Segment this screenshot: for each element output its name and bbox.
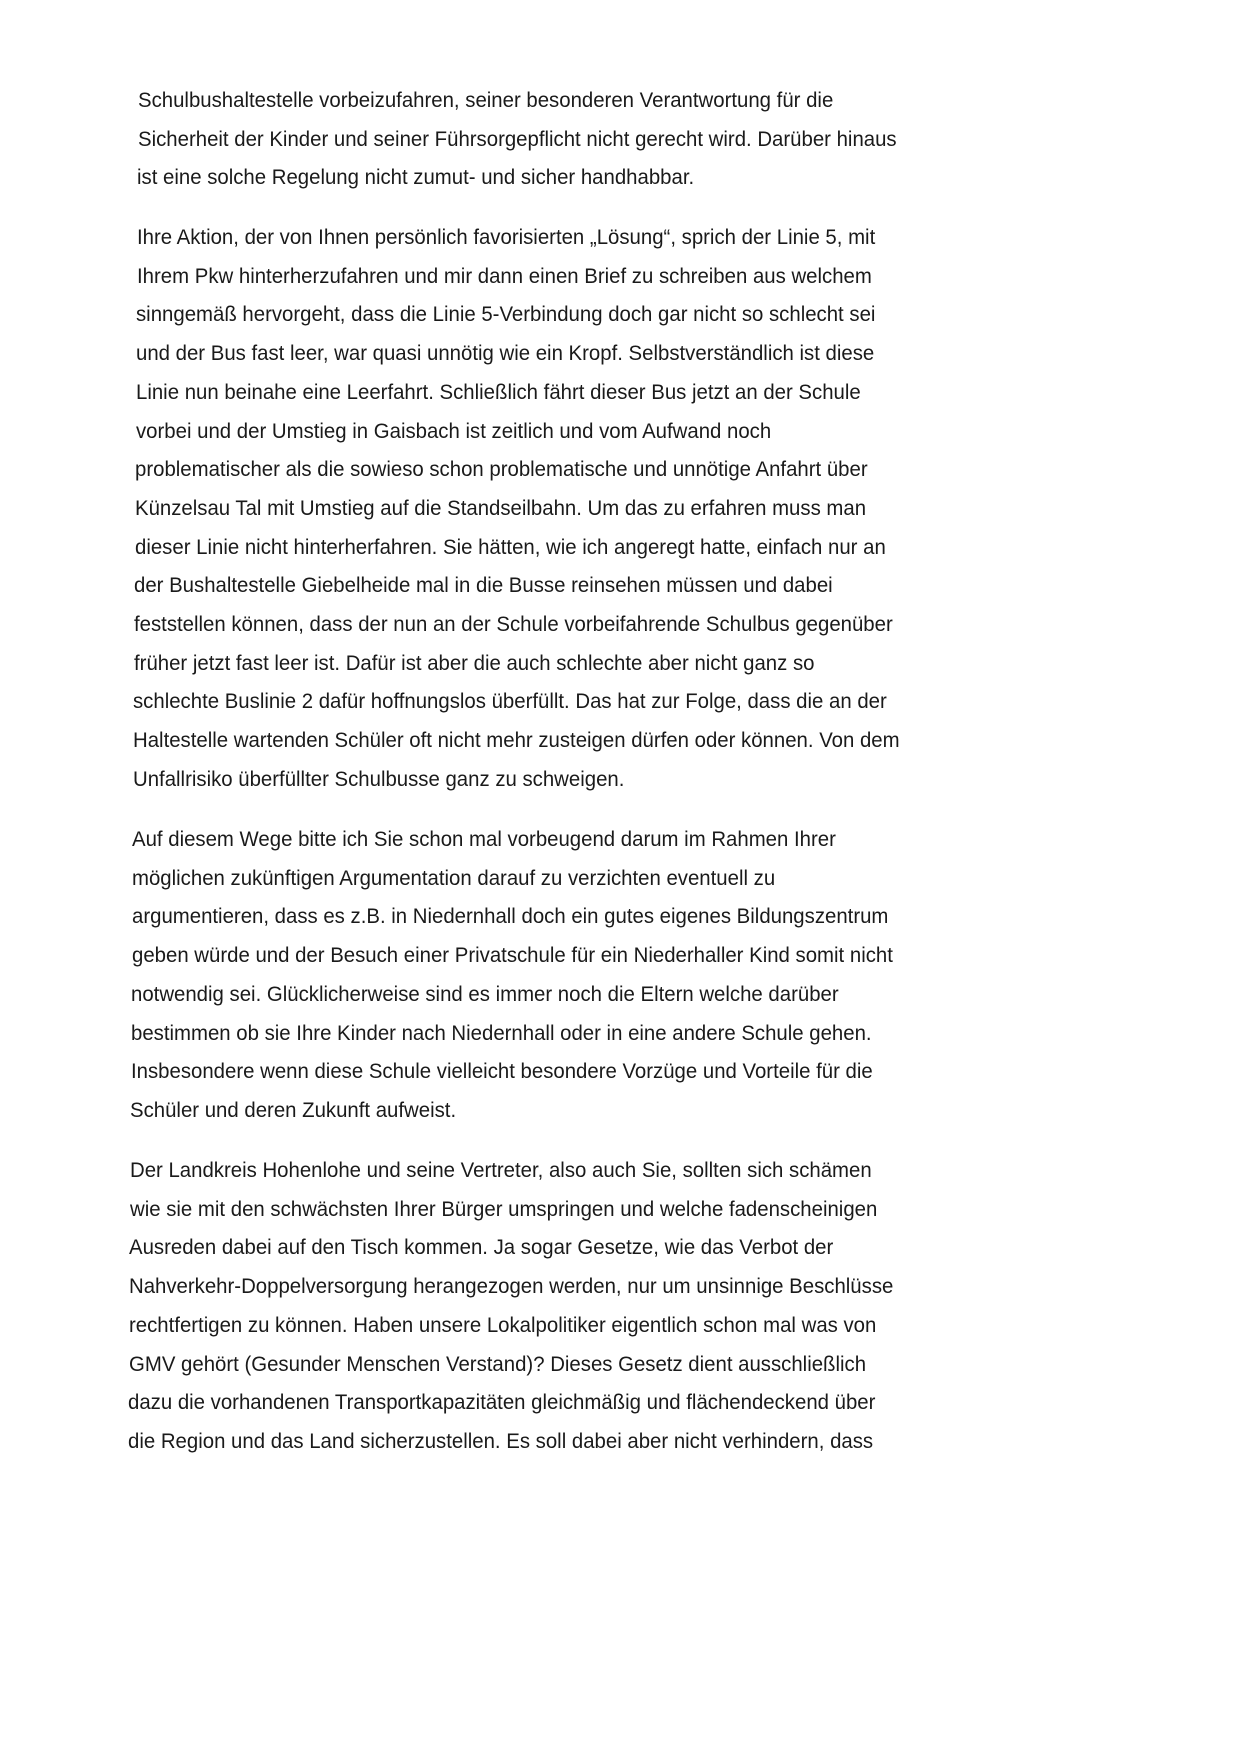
text-line: geben würde und der Besuch einer Privatschule für ein Niederhaller Kind somit nicht bbox=[131, 944, 893, 968]
text-line: die Region und das Land sicherzustellen. Es soll dabei aber nicht verhindern, dass bbox=[127, 1429, 874, 1453]
text-line: Schüler und deren Zukunft aufweist. bbox=[130, 1098, 457, 1122]
text-line: ist eine solche Regelung nicht zumut- und sicher handhabbar. bbox=[137, 166, 695, 190]
text-line: dieser Linie nicht hinterherfahren. Sie hätten, wie ich angeregt hatte, einfach nur an bbox=[134, 535, 886, 559]
text-line: vorbei und der Umstieg in Gaisbach ist zeitlich und vom Aufwand noch bbox=[135, 419, 771, 443]
text-line: Künzelsau Tal mit Umstieg auf die Standseilbahn. Um das zu erfahren muss man bbox=[134, 496, 866, 520]
text-line: früher jetzt fast leer ist. Dafür ist aber die auch schlechte aber nicht ganz so bbox=[133, 651, 815, 675]
text-line: möglichen zukünftigen Argumentation darauf zu verzichten eventuell zu bbox=[132, 866, 776, 890]
text-line: argumentieren, dass es z.B. in Niedernhall doch ein gutes eigenes Bildungszentrum bbox=[131, 905, 889, 929]
text-line: Ihre Aktion, der von Ihnen persönlich favorisierten „Lösung“, sprich der Linie 5, mit bbox=[136, 226, 876, 249]
text-line: und der Bus fast leer, war quasi unnötig wie ein Kropf. Selbstverständlich ist diese bbox=[136, 342, 875, 366]
text-line: GMV gehört (Gesunder Menschen Verstand)? Dieses Gesetz dient ausschließlich bbox=[128, 1352, 866, 1376]
text-line: Unfallrisiko überfüllter Schulbusse ganz zu schweigen. bbox=[132, 767, 625, 791]
text-line: rechtfertigen zu können. Haben unsere Lokalpolitiker eigentlich schon mal was von bbox=[128, 1313, 877, 1337]
text-line: Schulbushaltestelle vorbeizufahren, seiner besonderen Verantwortung für die bbox=[138, 89, 834, 112]
text-line: dazu die vorhandenen Transportkapazitäten gleichmäßig und flächendeckend über bbox=[128, 1391, 876, 1415]
text-line: Auf diesem Wege bitte ich Sie schon mal vorbeugend darum im Rahmen Ihrer bbox=[132, 828, 837, 851]
text-line: schlechte Buslinie 2 dafür hoffnungslos überfüllt. Das hat zur Folge, dass die an der bbox=[133, 690, 888, 714]
text-line: Haltestelle wartenden Schüler oft nicht mehr zusteigen dürfen oder können. Von dem bbox=[133, 729, 900, 753]
text-line: Insbesondere wenn diese Schule vielleicht besondere Vorzüge und Vorteile für die bbox=[130, 1060, 873, 1084]
text-line: der Bushaltestelle Giebelheide mal in die Busse reinsehen müssen und dabei bbox=[134, 574, 834, 598]
text-line: sinngemäß hervorgeht, dass die Linie 5-Verbindung doch gar nicht so schlecht sei bbox=[136, 303, 876, 327]
text-line: Nahverkehr-Doppelversorgung herangezogen werden, nur um unsinnige Beschlüsse bbox=[129, 1275, 894, 1299]
text-line: Ihrem Pkw hinterherzufahren und mir dann einen Brief zu schreiben aus welchem bbox=[136, 264, 872, 288]
text-line: problematischer als die sowieso schon problematische und unnötige Anfahrt über bbox=[135, 458, 868, 482]
text-line: wie sie mit den schwächsten Ihrer Bürger umspringen und welche fadenscheinigen bbox=[129, 1197, 877, 1221]
text-line: Sicherheit der Kinder und seiner Führsorgepflicht nicht gerecht wird. Darüber hinaus bbox=[137, 127, 897, 151]
text-line: feststellen können, dass der nun an der Schule vorbeifahrende Schulbus gegenüber bbox=[134, 613, 893, 636]
text-line: Linie nun beinahe eine Leerfahrt. Schließlich fährt dieser Bus jetzt an der Schule bbox=[135, 380, 861, 404]
text-line: Ausreden dabei auf den Tisch kommen. Ja sogar Gesetze, wie das Verbot der bbox=[129, 1236, 834, 1260]
text-line: notwendig sei. Glücklicherweise sind es immer noch die Eltern welche darüber bbox=[131, 982, 839, 1006]
text-line: bestimmen ob sie Ihre Kinder nach Niedernhall oder in eine andere Schule gehen. bbox=[131, 1021, 872, 1045]
text-line: Der Landkreis Hohenlohe und seine Vertreter, also auch Sie, sollten sich schämen bbox=[129, 1159, 872, 1182]
